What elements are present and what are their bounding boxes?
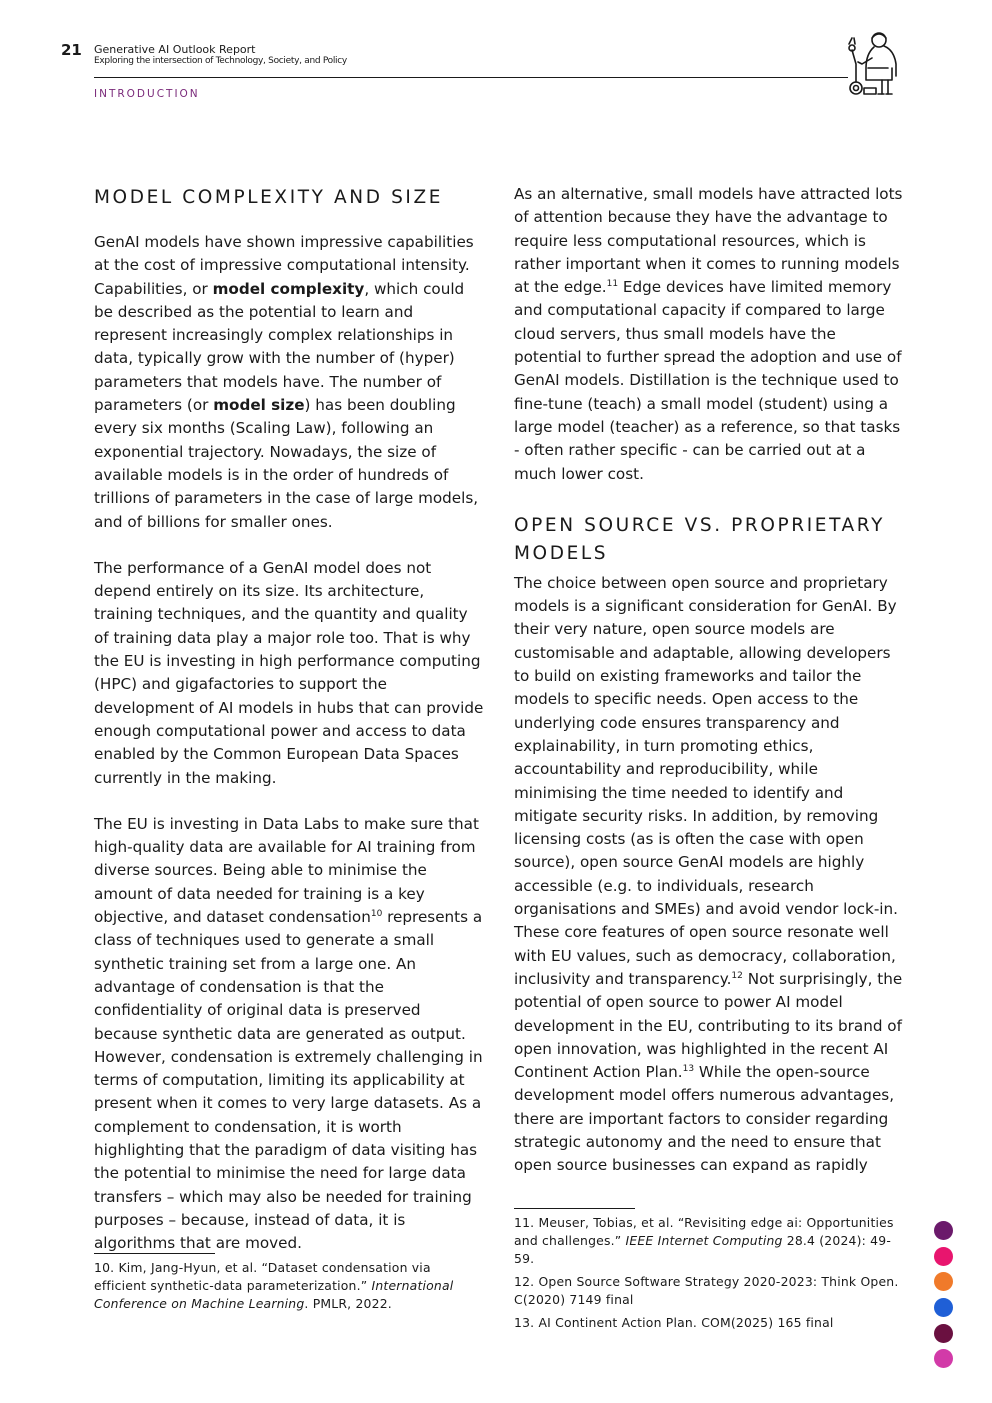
paragraph-capabilities [94, 231, 486, 534]
text-fragment: While the open-source development model offers numerous advantages, there are important factors to consider regarding strategic autonomy and the need to ensure that open source businesses can expand as rapidly [514, 1063, 895, 1175]
footnote-12: 12. Open Source Software Strategy 2020-2023: Think Open. C(2020) 7149 final [514, 1274, 899, 1307]
footnote-11 [514, 1214, 906, 1268]
footnote-text: 11. Meuser, Tobias, et al. “Revisiting edge ai: Opportunities and challenges.” [514, 1215, 894, 1248]
footnote-13: 13. AI Continent Action Plan. COM(2025) 165 final [514, 1315, 834, 1330]
dot-magenta [934, 1349, 953, 1368]
right-column [514, 183, 906, 1178]
footnotes-left [94, 1259, 474, 1318]
section-label: INTRODUCTION [94, 88, 200, 100]
header-rule [94, 77, 848, 78]
left-column [94, 183, 486, 1255]
footnote-rule-left [94, 1253, 215, 1254]
footnote-italic: IEEE Internet Computing [625, 1233, 783, 1248]
footnote-rule-right [514, 1208, 635, 1209]
bold-term-model-complexity: model complexity [212, 279, 365, 298]
footnote-text: 10. Kim, Jang-Hyun, et al. “Dataset condensation via efficient synthetic-data parameterization.” [94, 1260, 431, 1293]
text-fragment: represents a class of techniques used to generate a small synthetic training set from a large one. An advantage of condensation is that the confidentiality of original data is preserved because synthetic data are generated as output. However, condensation is extremely challenging in terms of computation, limiting its applicability at present when it comes to very large datasets. As a complement to condensation, it is worth highlighting that the paradigm of data visiting has the potential to minimise the need for large data transfers – which may also be needed for training purposes – because, instead of data, it is algorithms that are moved. [94, 908, 483, 1253]
report-title: Generative AI Outlook Report [94, 43, 256, 56]
paragraph-small-models [514, 183, 906, 486]
text-fragment: GenAI models have shown impressive capabilities at the cost of impressive computational intensity. Capabilities, or [94, 233, 474, 298]
footnote-ref-10[interactable]: 10 [370, 909, 383, 920]
bold-term-model-size: model size [213, 396, 305, 415]
heading-model-complexity: MODEL COMPLEXITY AND SIZE [94, 187, 444, 208]
page-number: 21 [61, 41, 82, 59]
footnotes-right [514, 1214, 906, 1337]
text-fragment: Edge devices have limited memory and computational capacity if compared to large cloud servers, thus small models have the potential to further spread the adoption and use of GenAI models. Distillation is the technique used to fine-tune (teach) a small model (student) using a large model (teacher) as a reference, so that tasks - often rather specific - can be carried out at a much lower cost. [514, 278, 902, 483]
report-subtitle: Exploring the intersection of Technology, Society, and Policy [94, 56, 347, 66]
paragraph-open-source [514, 572, 906, 1178]
footnote-text: 28.4 (2024): 49-59. [514, 1233, 892, 1266]
footnote-text: . PMLR, 2022. [304, 1296, 392, 1311]
paragraph-data-labs [94, 813, 486, 1256]
text-fragment: Not surprisingly, the potential of open source to power AI model development in the EU, contributing to its brand of open innovation, was highlighted in the recent AI Continent Action Plan. [514, 969, 903, 1082]
text-fragment: As an alternative, small models have attracted lots of attention because they have the advantage to require less computational resources, which is rather important when it comes to running models at the edge. [514, 185, 903, 297]
decorative-dots [934, 1221, 954, 1375]
paragraph-performance: The performance of a GenAI model does not depend entirely on its size. Its architecture, training techniques, and the quantity and quality of training data play a major role too. That is why the EU is investing in high performance computing (HPC) and gigafactories to support the development of AI models in hubs that can provide enough computational power and access to data enabled by the Common European Data Spaces currently in the making. [94, 558, 484, 787]
text-fragment: , which could be described as the potential to learn and represent increasingly complex relationships in data, typically grow with the number of (hyper) parameters that models have. The number of parameters (or [94, 279, 465, 415]
footnote-ref-12[interactable]: 12 [731, 970, 743, 981]
person-with-robot-arm-illustration [838, 28, 902, 100]
footnote-italic: International Conference on Machine Learning [94, 1278, 454, 1311]
dot-purple [934, 1221, 953, 1240]
heading-open-source: OPEN SOURCE VS. PROPRIETARY MODELS [514, 514, 885, 564]
text-fragment: ) has been doubling every six months (Scaling Law), following an exponential trajectory. Nowadays, the size of available models is in the order of hundreds of trillions of parameters in the case of large models, and of billions for smaller ones. [94, 396, 479, 531]
dot-orange [934, 1272, 953, 1291]
text-fragment: The EU is investing in Data Labs to make sure that high-quality data are available for AI training from diverse sources. Being able to minimise the amount of data needed for training is a key objective, and dataset condensation [94, 814, 479, 927]
dot-pink [934, 1247, 953, 1266]
footnote-ref-11[interactable]: 11 [606, 279, 619, 290]
footnote-10 [94, 1259, 474, 1313]
footnote-ref-13[interactable]: 13 [682, 1064, 695, 1075]
dot-blue [934, 1298, 953, 1317]
text-fragment: The choice between open source and proprietary models is a significant consideration for GenAI. By their very nature, open source models are customisable and adaptable, allowing developers to build on existing frameworks and tailor the models to specific needs. Open access to the underlying code ensures transparency and explainability, in turn promoting ethics, accountability and reproducibility, while minimising the time needed to identify and mitigate security risks. In addition, by removing licensing costs (as is often the case with open source), open source GenAI models are highly accessible (e.g. to individuals, research organisations and SMEs) and avoid vendor lock-in. These core features of open source resonate well with EU values, such as democracy, collaboration, inclusivity and transparency. [514, 573, 898, 988]
dot-maroon [934, 1324, 953, 1343]
